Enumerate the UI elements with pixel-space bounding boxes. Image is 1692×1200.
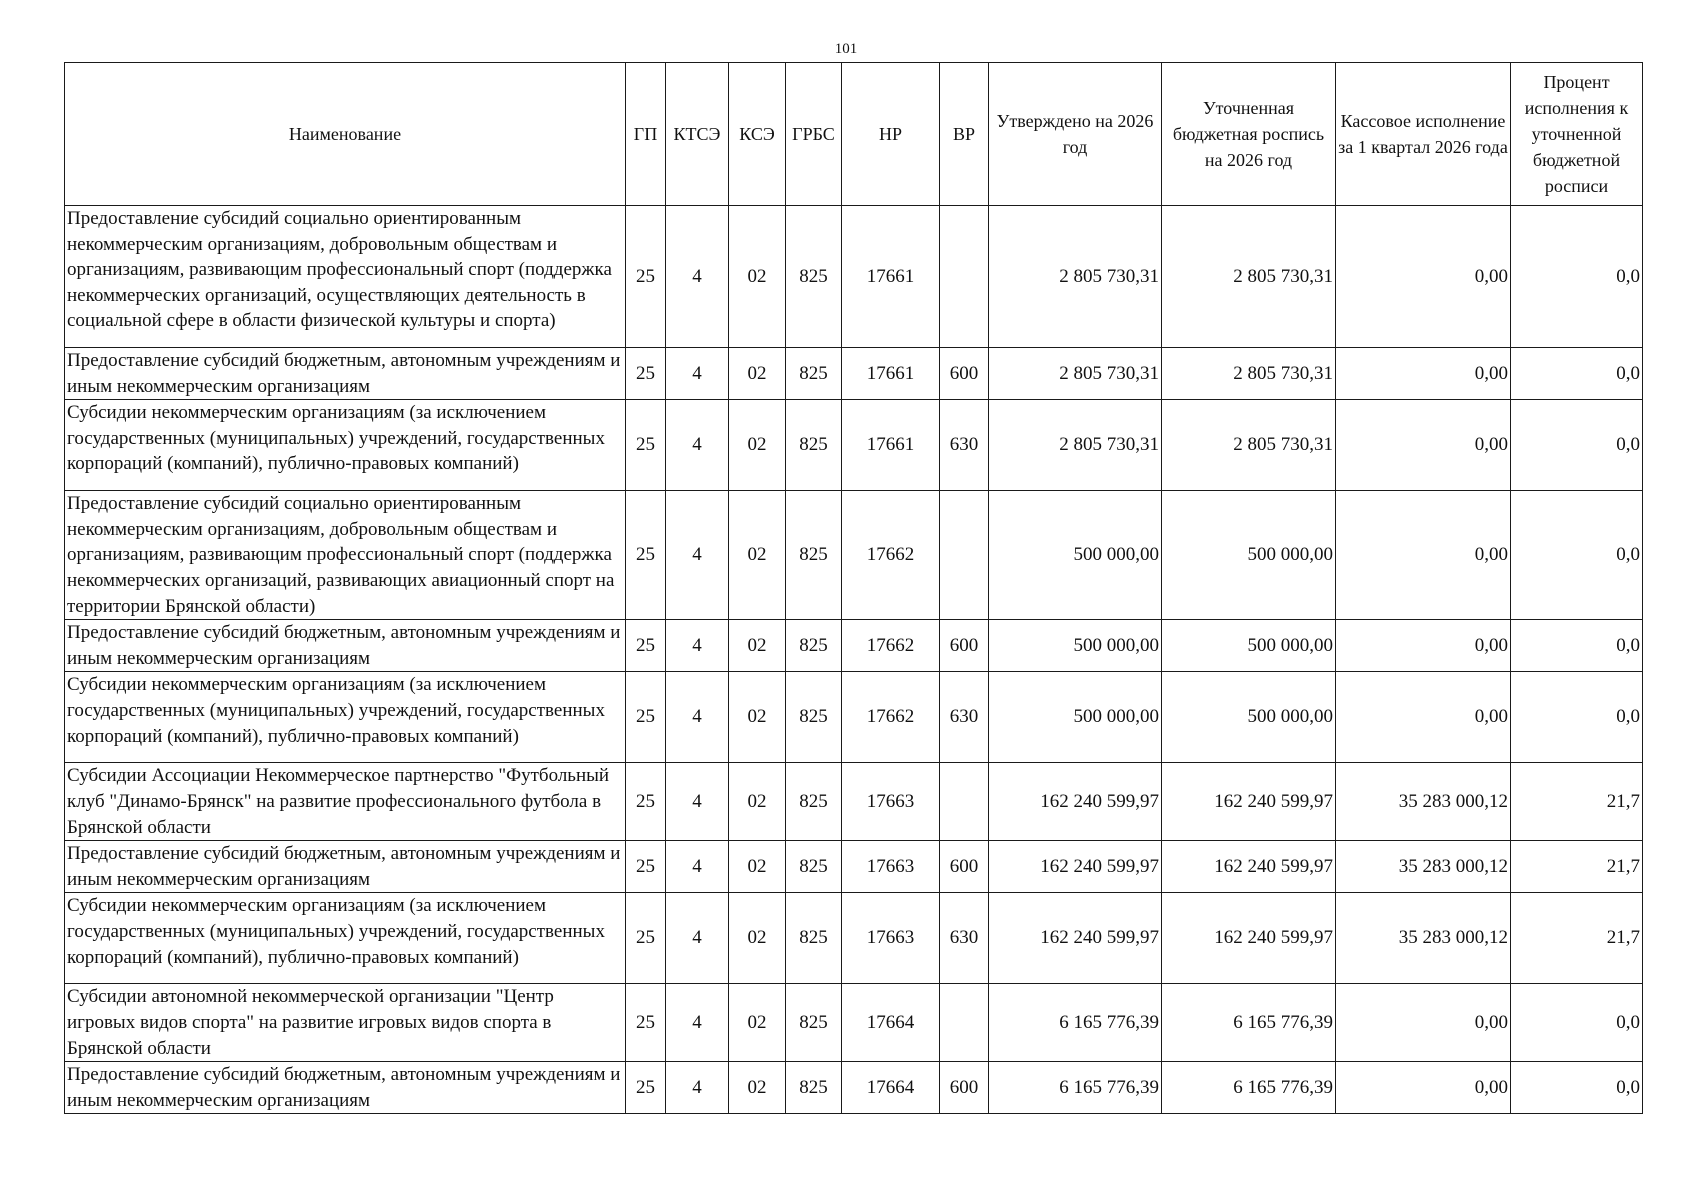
cell-cash: 35 283 000,12	[1336, 841, 1511, 893]
cell-name: Субсидии автономной некоммерческой организации "Центр игровых видов спорта" на развитие игровых видов спорта в Брянской области	[65, 984, 626, 1062]
cell-cash: 0,00	[1336, 206, 1511, 348]
cell-nr: 17662	[842, 620, 940, 672]
cell-kse: 02	[729, 1062, 786, 1114]
cell-percent: 0,0	[1511, 400, 1643, 491]
cell-percent: 21,7	[1511, 763, 1643, 841]
cell-percent: 0,0	[1511, 620, 1643, 672]
cell-vr: 600	[940, 1062, 989, 1114]
cell-vr: 630	[940, 893, 989, 984]
cell-grbs: 825	[786, 620, 842, 672]
cell-vr: 600	[940, 620, 989, 672]
cell-nr: 17661	[842, 348, 940, 400]
cell-approved: 6 165 776,39	[989, 1062, 1162, 1114]
table-body	[65, 206, 1643, 1114]
cell-name: Субсидии некоммерческим организациям (за исключением государственных (муниципальных) учреждений, государственных корпораций (компаний), публично-правовых компаний)	[65, 672, 626, 763]
table-row	[65, 984, 1643, 1062]
cell-refined: 162 240 599,97	[1162, 893, 1336, 984]
column-header-kse: КСЭ	[729, 63, 786, 206]
cell-cash: 0,00	[1336, 400, 1511, 491]
cell-gp: 25	[626, 620, 666, 672]
column-header-grbs: ГРБС	[786, 63, 842, 206]
cell-approved: 162 240 599,97	[989, 841, 1162, 893]
cell-ktse: 4	[666, 763, 729, 841]
cell-refined: 500 000,00	[1162, 672, 1336, 763]
cell-gp: 25	[626, 1062, 666, 1114]
cell-refined: 500 000,00	[1162, 620, 1336, 672]
cell-cash: 35 283 000,12	[1336, 893, 1511, 984]
cell-percent: 21,7	[1511, 841, 1643, 893]
cell-refined: 2 805 730,31	[1162, 206, 1336, 348]
cell-approved: 2 805 730,31	[989, 206, 1162, 348]
cell-grbs: 825	[786, 1062, 842, 1114]
table-row	[65, 491, 1643, 620]
cell-kse: 02	[729, 763, 786, 841]
cell-approved: 6 165 776,39	[989, 984, 1162, 1062]
cell-percent: 0,0	[1511, 206, 1643, 348]
cell-vr	[940, 206, 989, 348]
cell-cash: 0,00	[1336, 491, 1511, 620]
cell-nr: 17664	[842, 984, 940, 1062]
cell-approved: 500 000,00	[989, 491, 1162, 620]
cell-kse: 02	[729, 206, 786, 348]
cell-gp: 25	[626, 400, 666, 491]
cell-grbs: 825	[786, 348, 842, 400]
cell-name: Предоставление субсидий бюджетным, автономным учреждениям и иным некоммерческим организациям	[65, 841, 626, 893]
cell-kse: 02	[729, 348, 786, 400]
cell-grbs: 825	[786, 893, 842, 984]
cell-percent: 21,7	[1511, 893, 1643, 984]
cell-approved: 2 805 730,31	[989, 400, 1162, 491]
cell-ktse: 4	[666, 1062, 729, 1114]
cell-kse: 02	[729, 400, 786, 491]
cell-name: Предоставление субсидий бюджетным, автономным учреждениям и иным некоммерческим организациям	[65, 348, 626, 400]
table-row	[65, 893, 1643, 984]
column-header-gp: ГП	[626, 63, 666, 206]
cell-ktse: 4	[666, 348, 729, 400]
table-row	[65, 763, 1643, 841]
cell-nr: 17661	[842, 206, 940, 348]
cell-gp: 25	[626, 893, 666, 984]
cell-gp: 25	[626, 841, 666, 893]
column-header-ktse: КТСЭ	[666, 63, 729, 206]
cell-vr: 630	[940, 400, 989, 491]
cell-gp: 25	[626, 672, 666, 763]
cell-name: Субсидии некоммерческим организациям (за исключением государственных (муниципальных) учреждений, государственных корпораций (компаний), публично-правовых компаний)	[65, 893, 626, 984]
column-header-cash: Кассовое исполнение за 1 квартал 2026 года	[1336, 63, 1511, 206]
cell-cash: 0,00	[1336, 1062, 1511, 1114]
cell-cash: 0,00	[1336, 984, 1511, 1062]
cell-approved: 2 805 730,31	[989, 348, 1162, 400]
cell-name: Субсидии Ассоциации Некоммерческое партнерство "Футбольный клуб "Динамо-Брянск" на развитие профессионального футбола в Брянской области	[65, 763, 626, 841]
column-header-approved: Утверждено на 2026 год	[989, 63, 1162, 206]
cell-vr	[940, 491, 989, 620]
cell-ktse: 4	[666, 620, 729, 672]
cell-refined: 500 000,00	[1162, 491, 1336, 620]
cell-ktse: 4	[666, 491, 729, 620]
cell-gp: 25	[626, 348, 666, 400]
cell-name: Предоставление субсидий социально ориентированным некоммерческим организациям, добровольным обществам и организациям, развивающим профессиональный спорт (поддержка некоммерческих организаций, осуществляющих деятельность в социальной сфере в области физической культуры и спорта)	[65, 206, 626, 348]
table-row	[65, 841, 1643, 893]
cell-grbs: 825	[786, 841, 842, 893]
cell-vr	[940, 763, 989, 841]
cell-grbs: 825	[786, 206, 842, 348]
cell-gp: 25	[626, 206, 666, 348]
budget-table	[64, 62, 1643, 1114]
cell-gp: 25	[626, 984, 666, 1062]
cell-name: Предоставление субсидий бюджетным, автономным учреждениям и иным некоммерческим организациям	[65, 1062, 626, 1114]
cell-gp: 25	[626, 491, 666, 620]
cell-kse: 02	[729, 672, 786, 763]
cell-nr: 17663	[842, 841, 940, 893]
cell-approved: 500 000,00	[989, 672, 1162, 763]
cell-nr: 17664	[842, 1062, 940, 1114]
cell-cash: 35 283 000,12	[1336, 763, 1511, 841]
cell-nr: 17663	[842, 763, 940, 841]
cell-kse: 02	[729, 491, 786, 620]
cell-refined: 2 805 730,31	[1162, 400, 1336, 491]
cell-grbs: 825	[786, 491, 842, 620]
column-header-refined: Уточненная бюджетная роспись на 2026 год	[1162, 63, 1336, 206]
table-row	[65, 206, 1643, 348]
column-header-name: Наименование	[65, 63, 626, 206]
cell-cash: 0,00	[1336, 348, 1511, 400]
cell-ktse: 4	[666, 893, 729, 984]
cell-ktse: 4	[666, 206, 729, 348]
cell-nr: 17661	[842, 400, 940, 491]
column-header-nr: НР	[842, 63, 940, 206]
cell-vr	[940, 984, 989, 1062]
cell-name: Предоставление субсидий социально ориентированным некоммерческим организациям, добровольным обществам и организациям, развивающим профессиональный спорт (поддержка некоммерческих организаций, развивающих авиационный спорт на территории Брянской области)	[65, 491, 626, 620]
table-row	[65, 400, 1643, 491]
cell-kse: 02	[729, 984, 786, 1062]
cell-refined: 2 805 730,31	[1162, 348, 1336, 400]
cell-grbs: 825	[786, 400, 842, 491]
cell-approved: 162 240 599,97	[989, 763, 1162, 841]
cell-ktse: 4	[666, 984, 729, 1062]
cell-kse: 02	[729, 841, 786, 893]
header-row	[65, 63, 1643, 206]
cell-vr: 600	[940, 841, 989, 893]
cell-cash: 0,00	[1336, 620, 1511, 672]
cell-refined: 162 240 599,97	[1162, 841, 1336, 893]
cell-approved: 500 000,00	[989, 620, 1162, 672]
cell-ktse: 4	[666, 672, 729, 763]
cell-nr: 17663	[842, 893, 940, 984]
cell-percent: 0,0	[1511, 984, 1643, 1062]
cell-percent: 0,0	[1511, 348, 1643, 400]
cell-percent: 0,0	[1511, 672, 1643, 763]
cell-refined: 6 165 776,39	[1162, 984, 1336, 1062]
table-row	[65, 620, 1643, 672]
cell-vr: 600	[940, 348, 989, 400]
cell-name: Субсидии некоммерческим организациям (за исключением государственных (муниципальных) учреждений, государственных корпораций (компаний), публично-правовых компаний)	[65, 400, 626, 491]
cell-ktse: 4	[666, 841, 729, 893]
cell-percent: 0,0	[1511, 1062, 1643, 1114]
cell-ktse: 4	[666, 400, 729, 491]
cell-nr: 17662	[842, 491, 940, 620]
cell-grbs: 825	[786, 984, 842, 1062]
cell-vr: 630	[940, 672, 989, 763]
cell-cash: 0,00	[1336, 672, 1511, 763]
table-row	[65, 672, 1643, 763]
cell-nr: 17662	[842, 672, 940, 763]
cell-grbs: 825	[786, 763, 842, 841]
cell-kse: 02	[729, 893, 786, 984]
column-header-percent: Процент исполнения к уточненной бюджетной росписи	[1511, 63, 1643, 206]
cell-name: Предоставление субсидий бюджетным, автономным учреждениям и иным некоммерческим организациям	[65, 620, 626, 672]
column-header-vr: ВР	[940, 63, 989, 206]
cell-grbs: 825	[786, 672, 842, 763]
cell-approved: 162 240 599,97	[989, 893, 1162, 984]
cell-kse: 02	[729, 620, 786, 672]
cell-refined: 6 165 776,39	[1162, 1062, 1336, 1114]
cell-gp: 25	[626, 763, 666, 841]
cell-percent: 0,0	[1511, 491, 1643, 620]
cell-refined: 162 240 599,97	[1162, 763, 1336, 841]
page-number: 101	[834, 41, 858, 57]
table-row	[65, 348, 1643, 400]
table-row	[65, 1062, 1643, 1114]
